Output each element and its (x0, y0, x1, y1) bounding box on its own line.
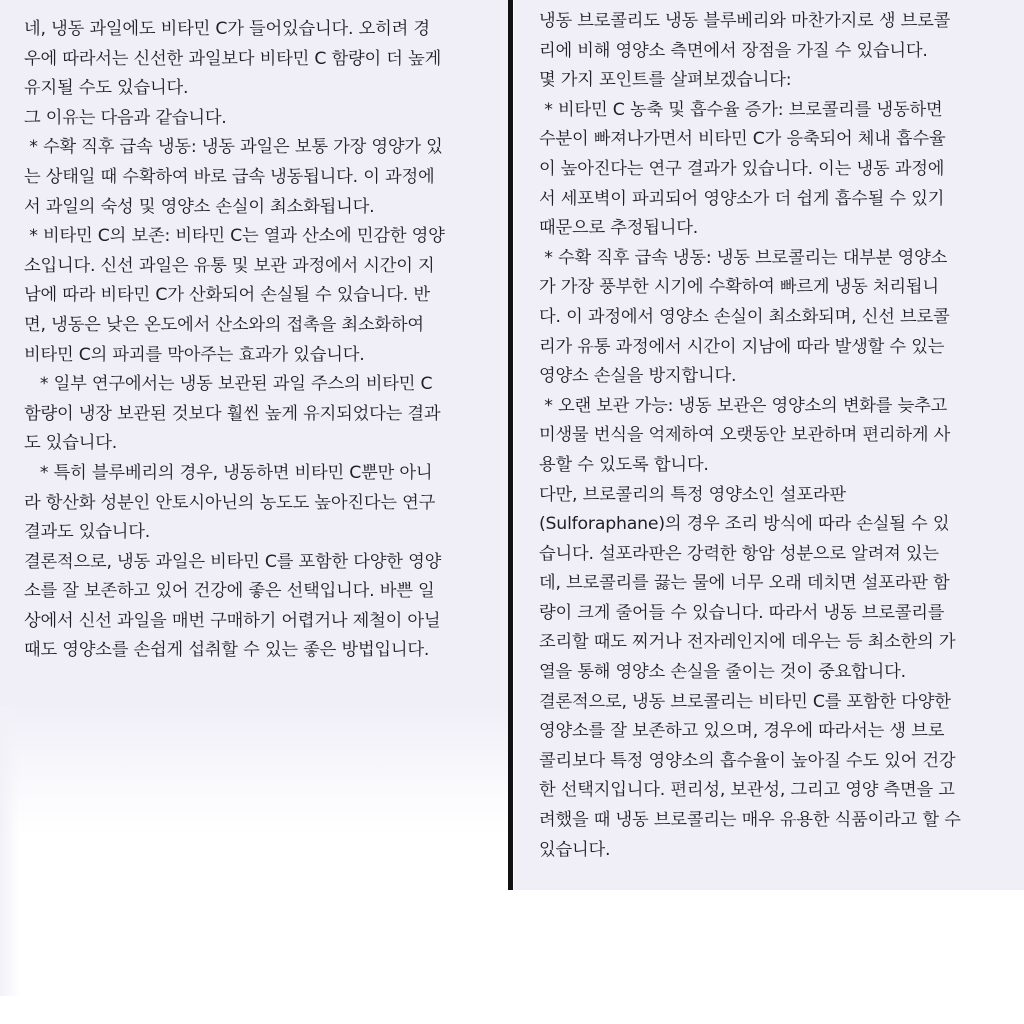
panel-divider (508, 0, 513, 890)
text-line: 그 이유는 다음과 같습니다. (24, 107, 227, 128)
text-line: 때도 영양소를 손쉽게 섭취할 수 있는 좋은 방법입니다. (24, 640, 430, 661)
text-line: 도 있습니다. (24, 433, 118, 454)
text-line: 이 높아진다는 연구 결과가 있습니다. 이는 냉동 과정에 (539, 158, 945, 179)
text-line: 량이 크게 줄어들 수 있습니다. 따라서 냉동 브로콜리를 (539, 602, 945, 623)
text-line: 면, 냉동은 낮은 온도에서 산소와의 접촉을 최소화하여 (24, 314, 424, 335)
text-line: 콜리보다 특정 영양소의 흡수율이 높아질 수도 있어 건강 (539, 750, 956, 771)
text-line: 열을 통해 영양소 손실을 줄이는 것이 중요합니다. (539, 662, 906, 683)
text-line: 결론적으로, 냉동 브로콜리는 비타민 C를 포함한 다양한 (539, 691, 951, 712)
left-panel-edge-shadow (0, 706, 20, 996)
text-line: * 일부 연구에서는 냉동 보관된 과일 주스의 비타민 C (24, 374, 433, 395)
text-line: * 특히 블루베리의 경우, 냉동하면 비타민 C뿐만 아니 (24, 462, 433, 483)
text-line: 몇 가지 포인트를 살펴보겠습니다: (539, 70, 792, 91)
text-line: * 오랜 보관 가능: 냉동 보관은 영양소의 변화를 늦추고 (539, 395, 948, 416)
text-line: 한 선택지입니다. 편리성, 보관성, 그리고 영양 측면을 고 (539, 780, 955, 801)
text-line: 소를 잘 보존하고 있어 건강에 좋은 선택입니다. 바쁜 일 (24, 581, 435, 602)
text-line: 남에 따라 비타민 C가 산화되어 손실될 수 있습니다. 반 (24, 285, 430, 306)
text-line: 리에 비해 영양소 측면에서 장점을 가질 수 있습니다. (539, 40, 928, 61)
right-message-text (539, 7, 1024, 865)
text-line: 결과도 있습니다. (24, 522, 151, 543)
text-line: 냉동 브로콜리도 냉동 블루베리와 마찬가지로 생 브로콜 (539, 11, 951, 31)
left-message-panel (0, 0, 510, 706)
text-line: 수분이 빠져나가면서 비타민 C가 응축되어 체내 흡수율 (539, 129, 946, 150)
text-line: 습니다. 설포라판은 강력한 항암 성분으로 알려져 있는 (539, 543, 939, 564)
text-line: * 비타민 C 농축 및 흡수율 증가: 브로콜리를 냉동하면 (539, 99, 943, 120)
text-line: 서 세포벽이 파괴되어 영양소가 더 쉽게 흡수될 수 있기 (539, 188, 945, 209)
text-line: 다만, 브로콜리의 특정 영양소인 설포라판 (539, 484, 846, 505)
left-message-text (24, 15, 510, 666)
text-line: 데, 브로콜리를 끓는 물에 너무 오래 데치면 설포라판 함 (539, 573, 950, 594)
text-line: 우에 따라서는 신선한 과일보다 비타민 C 함량이 더 높게 (24, 48, 442, 69)
text-line: 려했을 때 냉동 브로콜리는 매우 유용한 식품이라고 할 수 (539, 810, 961, 831)
text-line: 소입니다. 신선 과일은 유통 및 보관 과정에서 시간이 지 (24, 255, 435, 276)
right-message-panel (514, 0, 1024, 890)
text-line: 상에서 신선 과일을 매번 구매하기 어렵거나 제철이 아닐 (24, 610, 441, 631)
text-line: 라 항산화 성분인 안토시아닌의 농도도 높아진다는 연구 (24, 492, 436, 513)
text-line: 때문으로 추정됩니다. (539, 218, 699, 239)
text-line: 있습니다. (539, 839, 611, 860)
text-line: 함량이 냉장 보관된 것보다 훨씬 높게 유지되었다는 결과 (24, 403, 441, 424)
text-line: 리가 유통 과정에서 시간이 지남에 따라 발생할 수 있는 (539, 336, 945, 357)
text-line: 영양소 손실을 방지합니다. (539, 366, 737, 387)
text-line: 가 가장 풍부한 시기에 수확하여 빠르게 냉동 처리됩니 (539, 277, 939, 298)
text-line: 비타민 C의 파괴를 막아주는 효과가 있습니다. (24, 344, 365, 365)
text-line: 유지될 수도 있습니다. (24, 78, 189, 99)
text-line: * 비타민 C의 보존: 비타민 C는 열과 산소에 민감한 영양 (24, 226, 445, 247)
text-line: 다. 이 과정에서 영양소 손실이 최소화되며, 신선 브로콜 (539, 306, 950, 327)
text-line: 네, 냉동 과일에도 비타민 C가 들어있습니다. 오히려 경 (24, 19, 430, 39)
text-line: 결론적으로, 냉동 과일은 비타민 C를 포함한 다양한 영양 (24, 551, 442, 572)
text-line: 미생물 번식을 억제하여 오랫동안 보관하며 편리하게 사 (539, 425, 951, 446)
left-panel-fade (0, 706, 508, 890)
text-line: * 수확 직후 급속 냉동: 냉동 과일은 보통 가장 영양가 있 (24, 137, 443, 158)
text-line: * 수확 직후 급속 냉동: 냉동 브로콜리는 대부분 영양소 (539, 247, 948, 268)
text-line: 는 상태일 때 수확하여 바로 급속 냉동됩니다. 이 과정에 (24, 166, 435, 187)
text-line: 조리할 때도 찌거나 전자레인지에 데우는 등 최소한의 가 (539, 632, 956, 653)
text-line: (Sulforaphane)의 경우 조리 방식에 따라 손실될 수 있 (539, 514, 950, 535)
text-line: 용할 수 있도록 합니다. (539, 454, 709, 475)
text-line: 영양소를 잘 보존하고 있으며, 경우에 따라서는 생 브로 (539, 721, 945, 742)
text-line: 서 과일의 숙성 및 영양소 손실이 최소화됩니다. (24, 196, 375, 217)
